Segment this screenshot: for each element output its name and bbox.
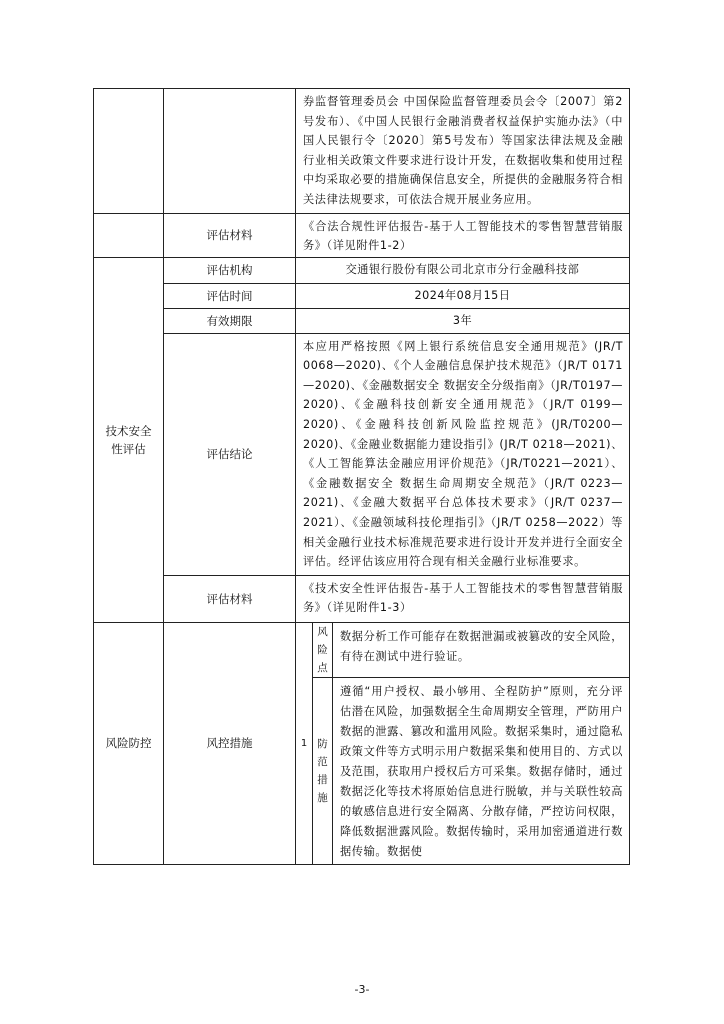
tech-security-section [94, 258, 629, 623]
tech-agency-value: 交通银行股份有限公司北京市分行金融科技部 [345, 263, 580, 277]
tech-material-row [164, 576, 629, 622]
tech-material-value: 《技术安全性评估报告-基于人工智能技术的零售智慧营销服务》（详见附件1-3） [303, 581, 623, 615]
tech-agency-label: 评估机构 [164, 258, 296, 283]
legal-compliance-material-row [94, 214, 629, 258]
legal-compliance-text: 券监督管理委员会 中国保险监督管理委员会令〔2007〕第2号发布）、《中国人民银行金融消费者权益保护实施办法》（中国人民银行令〔2020〕第5号发布）等国家法律法规及金融行业相关政策文件要求进行设计开发，在数据收集和使用过程中均采取必要的措施确保信息安全，所提供的金融服务符合相关法律法规要求，可依法合规开展业务应用。 [303, 95, 623, 206]
risk-point-value: 数据分析工作可能存在数据泄漏或被篡改的安全风险，有待在测试中进行验证。 [340, 629, 623, 663]
risk-measures-label: 风控措施 [164, 623, 296, 864]
prevention-value: 遵循“用户授权、最小够用、全程防护”原则，充分评估潜在风险，加强数据全生命周期安全管理，严防用户数据的泄露、篡改和滥用风险。数据采集时，通过隐私政策文件等方式明示用户数据采集和使用目的、方式以及范围，获取用户授权后方可采集。数据存储时，通过数据泛化等技术将原始信息进行脱敏，并与关联性较高的敏感信息进行安全隔离、分散存储，严控访问权限，降低数据泄露风险。数据传输时，采用加密通道进行数据传输。数据使 [340, 684, 623, 858]
tech-agency-row [164, 258, 629, 284]
tech-validity-row [164, 309, 629, 334]
tech-time-value: 2024年08月15日 [414, 288, 511, 302]
tech-conclusion-label: 评估结论 [164, 334, 296, 575]
legal-compliance-conclusion-row [94, 89, 629, 214]
prevention-row [313, 678, 629, 864]
tech-section-label: 技术安全性评估 [105, 423, 152, 456]
legal-material-value: 《合法合规性评估报告-基于人工智能技术的零售智慧营销服务》（详见附件1-2） [303, 219, 623, 253]
legal-material-label: 评估材料 [164, 214, 296, 257]
risk-index: 1 [296, 623, 313, 864]
page-number: -3- [354, 983, 370, 996]
tech-time-row [164, 284, 629, 309]
risk-point-row [313, 623, 629, 678]
tech-time-label: 评估时间 [164, 284, 296, 308]
prevention-label: 防范措施 [313, 678, 333, 864]
tech-conclusion-value: 本应用严格按照《网上银行系统信息安全通用规范》(JR/T 0068—2020)、《个人金融信息保护技术规范》（JR/T 0171—2020)、《金融数据安全 数据安全分级指南》（JR/T0197—2020)、《金融科技创新安全通用规范》（JR/T 0199—2020)、《金融科技创新风险监控规范》(JR/T0200—2020)、《金融业数据能力建设指引》(JR/T 0218—2021)、《人工智能算法金融应用评价规范》（JR/T0221—2021）、《金融数据安全 数据生命周期安全规范》（JR/T 0223—2021)、《金融大数据平台总体技术要求》（JR/T 0237—2021）、《金融领域科技伦理指引》（JR/T 0258—2022）等相关金融行业技术标准规范要求进行设计开发并进行全面安全评估。经评估该应用符合现有相关金融行业标准要求。 [303, 339, 623, 569]
risk-control-section [94, 623, 629, 864]
risk-point-label: 风险点 [313, 623, 333, 677]
tech-material-label: 评估材料 [164, 576, 296, 622]
evaluation-table [93, 88, 630, 865]
tech-conclusion-row [164, 334, 629, 576]
risk-section-label: 风险防控 [94, 623, 164, 864]
tech-validity-value: 3年 [452, 313, 473, 327]
tech-validity-label: 有效期限 [164, 309, 296, 333]
